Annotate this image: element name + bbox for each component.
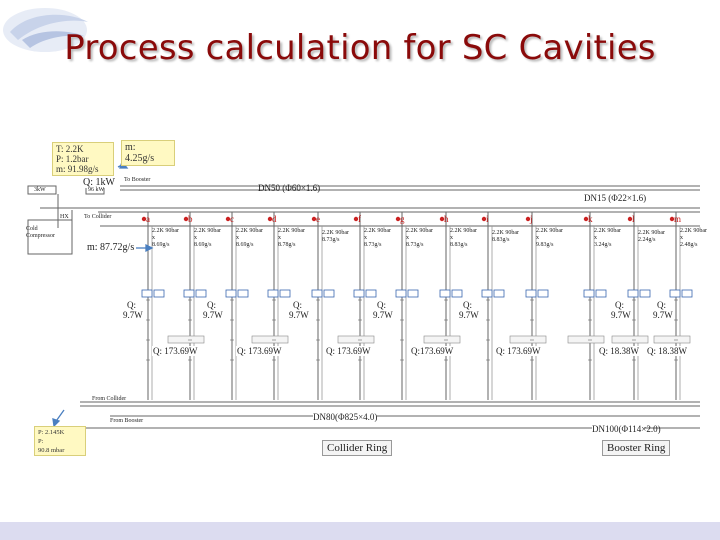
- section-total-heat-load: Q: 18.38W: [647, 346, 687, 356]
- section-flow-label: 2.2K 90bar 8.83g/s: [492, 230, 519, 243]
- top-heat-load: Q: 1kW: [83, 177, 115, 188]
- valve-box: [154, 290, 164, 297]
- outlet-conditions-box: [34, 426, 86, 456]
- valve-box: [280, 290, 290, 297]
- dn15-label: DN15 (Φ22×1.6): [584, 193, 647, 203]
- section-letter: l: [632, 214, 635, 224]
- valve-box: [226, 290, 236, 297]
- section-total-heat-load: Q: 18.38W: [599, 346, 639, 356]
- valve-box: [584, 290, 594, 297]
- cryomodule-box: [424, 336, 460, 343]
- section-letter: h: [444, 214, 449, 224]
- valve-box: [366, 290, 376, 297]
- flow-rate-label: m:: [125, 142, 136, 153]
- valve-box: [482, 290, 492, 297]
- section-flow-label: 2.2K 90bar x 9.83g/s: [536, 228, 563, 248]
- section-letter: c: [230, 214, 234, 224]
- section-flow-label: 2.2K 90bar x 8.69g/s: [236, 228, 263, 248]
- inlet-temp: T: 2.2K: [56, 144, 84, 154]
- section-letter: m: [674, 214, 682, 224]
- inlet-conditions-box: [52, 142, 114, 176]
- section-letter: d: [272, 214, 277, 224]
- valve-box: [494, 290, 504, 297]
- section-flow-label: 2.2K 90bar x 8.73g/s: [364, 228, 391, 248]
- cavity-heat-load: Q: 9.7W: [123, 300, 143, 320]
- valve-box: [268, 290, 278, 297]
- cryomodule-box: [510, 336, 546, 343]
- box1-label: 3kW: [34, 187, 46, 193]
- valve-box: [408, 290, 418, 297]
- section-total-heat-load: Q: 173.69W: [153, 346, 198, 356]
- outlet-pressure-value: 90.8 mbar: [38, 447, 65, 454]
- flow-rate-box: [121, 140, 175, 166]
- section-flow-label: 2.2K 90bar x 8.78g/s: [278, 228, 305, 248]
- section-total-heat-load: Q: 173.69W: [326, 346, 371, 356]
- section-total-heat-load: Q: 173.69W: [237, 346, 282, 356]
- section-flow-label: 2.2K 90bar x 3.24g/s: [594, 228, 621, 248]
- valve-box: [628, 290, 638, 297]
- collider-ring-label: Collider Ring: [322, 440, 392, 456]
- cryomodule-box: [568, 336, 604, 343]
- cryomodule-box: [338, 336, 374, 343]
- section-letter: j: [530, 214, 533, 224]
- to-booster-label: To Booster: [124, 177, 151, 183]
- valve-box: [596, 290, 606, 297]
- section-letter: e: [316, 214, 320, 224]
- dn50-label: DN50 (Φ60×1.6): [258, 183, 321, 193]
- page-title: Process calculation for SC Cavities: [64, 28, 656, 68]
- valve-box: [324, 290, 334, 297]
- cryomodule-box: [252, 336, 288, 343]
- to-collider-label: To Collider: [84, 214, 112, 220]
- cold-compressor-label: Cold Compressor: [26, 226, 55, 239]
- cavity-heat-load: Q: 9.7W: [459, 300, 479, 320]
- cryomodule-box: [612, 336, 648, 343]
- section-flow-label: 2.2K 90bar x 8.69g/s: [194, 228, 221, 248]
- valve-box: [238, 290, 248, 297]
- cryomodule-box: [168, 336, 204, 343]
- valve-box: [682, 290, 692, 297]
- box2-label: 96 kW: [88, 187, 105, 193]
- outlet-temp: P: 2.145K: [38, 429, 65, 436]
- cavity-heat-load: Q: 9.7W: [203, 300, 223, 320]
- section-flow-label: 2.2K 90bar x 8.69g/s: [152, 228, 179, 248]
- dn80-label: DN80(Φ825×4.0): [313, 412, 378, 422]
- section-letter: k: [588, 214, 593, 224]
- cavity-heat-load: Q: 9.7W: [289, 300, 309, 320]
- footer-bar: [0, 522, 720, 540]
- section-flow-label: 2.2K 90bar 2.24g/s: [638, 230, 665, 243]
- section-letter: a: [146, 214, 150, 224]
- valve-box: [670, 290, 680, 297]
- from-booster-label: From Booster: [110, 418, 144, 424]
- hx-label: HX: [60, 214, 69, 220]
- valve-box: [142, 290, 152, 297]
- section-letter: f: [358, 214, 361, 224]
- from-collider-label: From Collider: [92, 396, 127, 402]
- valve-box: [354, 290, 364, 297]
- flow-rate-value: 4.25g/s: [125, 153, 155, 164]
- inlet-flow: m: 91.98g/s: [56, 164, 99, 174]
- section-letter: g: [400, 214, 405, 224]
- outlet-pressure-label: P:: [38, 438, 44, 445]
- booster-ring-label: Booster Ring: [602, 440, 670, 456]
- section-flow-label: 2.2K 90bar x 2.48g/s: [680, 228, 707, 248]
- cavity-heat-load: Q: 9.7W: [611, 300, 631, 320]
- left-flow-label: m: 87.72g/s: [87, 242, 135, 253]
- valve-box: [640, 290, 650, 297]
- cavity-heat-load: Q: 9.7W: [373, 300, 393, 320]
- section-flow-label: 2.2K 90bar x 8.83g/s: [450, 228, 477, 248]
- section-letter: i: [486, 214, 489, 224]
- valve-box: [196, 290, 206, 297]
- valve-box: [452, 290, 462, 297]
- cryomodule-box: [654, 336, 690, 343]
- cavity-heat-load: Q: 9.7W: [653, 300, 673, 320]
- dn100-label: DN100(Φ114×2.0): [592, 424, 661, 434]
- section-total-heat-load: Q:173.69W: [411, 346, 454, 356]
- valve-box: [526, 290, 536, 297]
- section-flow-label: 2.2K 90bar x 8.73g/s: [406, 228, 433, 248]
- section-letter: b: [188, 214, 193, 224]
- valve-box: [312, 290, 322, 297]
- valve-box: [538, 290, 548, 297]
- valve-box: [184, 290, 194, 297]
- section-total-heat-load: Q: 173.69W: [496, 346, 541, 356]
- valve-box: [396, 290, 406, 297]
- section-flow-label: 2.2K 90bar 8.73g/s: [322, 230, 349, 243]
- valve-box: [440, 290, 450, 297]
- inlet-pressure: P: 1.2bar: [56, 154, 89, 164]
